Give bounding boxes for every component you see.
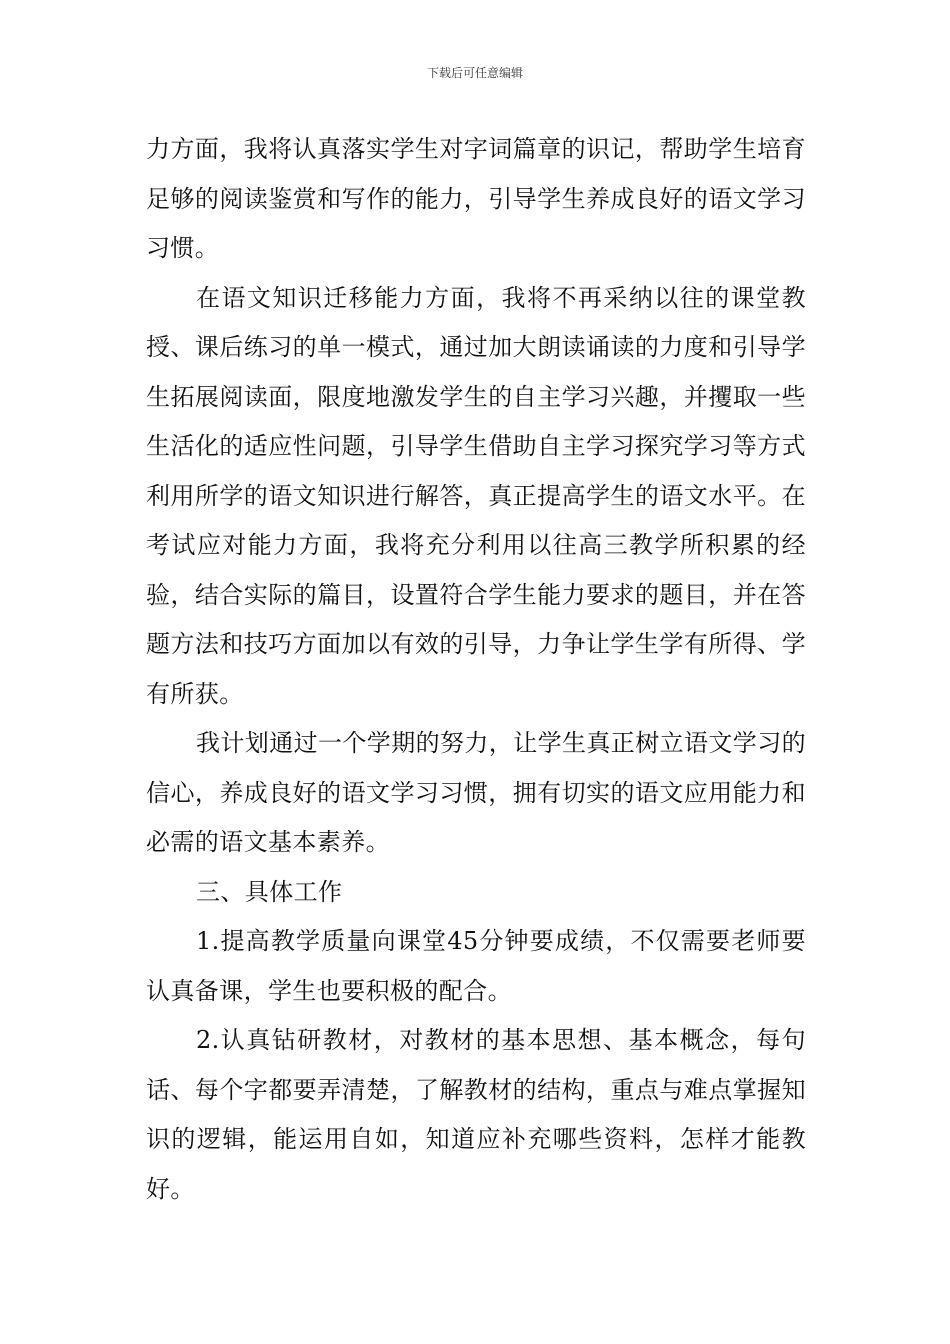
page-header: 下载后可任意编辑	[426, 66, 523, 80]
list-item-1: 1.提高教学质量向课堂45分钟要成绩，不仅需要老师要认真备课，学生也要积极的配合。	[146, 927, 806, 1005]
section-heading-specific-work: 三、具体工作	[196, 877, 343, 906]
paragraph-knowledge-transfer: 在语文知识迁移能力方面，我将不再采纳以往的课堂教授、课后练习的单一模式，通过加大朗读诵读的力度和引导学生拓展阅读面，限度地激发学生的自主学习兴趣，并攫取一些生活化的适应性问题，引导学生借助自主学习探究学习等方式利用所学的语文知识进行解答，真正提高学生的语文水平。在考试应对能力方面，我将充分利用以往高三教学所积累的经验，结合实际的篇目，设置符合学生能力要求的题目，并在答题方法和技巧方面加以有效的引导，力争让学生学有所得、学有所获。	[146, 283, 806, 708]
document-body	[146, 125, 806, 1214]
list-item-2: 2.认真钻研教材，对教材的基本思想、基本概念，每句话、每个字都要弄清楚，了解教材的结构，重点与难点掌握知识的逻辑，能运用自如，知道应补充哪些资料，怎样才能教好。	[146, 1026, 806, 1203]
paragraph-semester-goal: 我计划通过一个学期的努力，让学生真正树立语文学习的信心，养成良好的语文学习习惯，拥有切实的语文应用能力和必需的语文基本素养。	[146, 729, 806, 856]
paragraph-reading-ability: 力方面，我将认真落实学生对字词篇章的识记，帮助学生培育足够的阅读鉴赏和写作的能力，引导学生养成良好的语文学习习惯。	[146, 135, 806, 262]
